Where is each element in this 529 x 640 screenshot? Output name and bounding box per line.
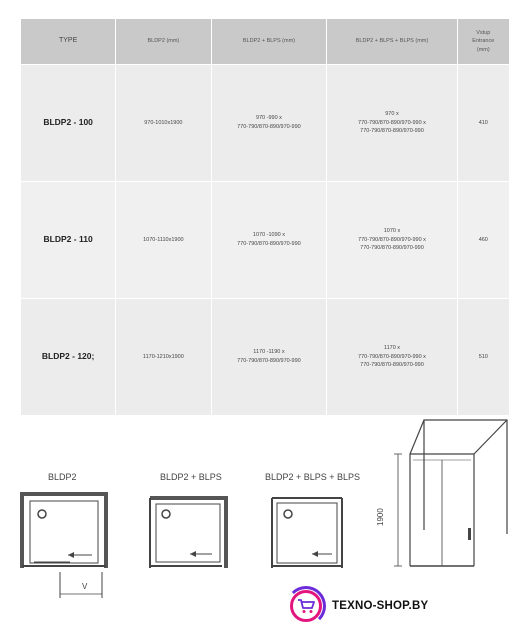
header-entrance-line3: (mm): [476, 46, 490, 53]
size-line: 970 x: [385, 110, 399, 117]
row-type-name: BLDP2 - 120;: [21, 299, 116, 416]
dimension-v-label: V: [82, 582, 88, 591]
logo-badge: [290, 590, 322, 622]
logo-text: TEXNO-SHOP.BY: [332, 600, 429, 612]
dimension-height-label: 1900: [376, 508, 385, 526]
table-row: [21, 65, 510, 182]
size-line: 1070 x: [383, 227, 401, 234]
row-bldp2-blps-size: [211, 65, 327, 182]
size-line: 970 -990 x: [255, 115, 282, 122]
size-line: 770-790/870-890/970-990 x: [358, 119, 426, 126]
caption-bldp2: BLDP2: [48, 472, 77, 482]
table-row: [21, 182, 510, 299]
header-bldp2: BLDP2 (mm): [116, 19, 211, 65]
row-entrance: 510: [457, 299, 509, 416]
caption-bldp2-blps-blps: BLDP2 + BLPS + BLPS: [265, 472, 361, 482]
header-entrance-line1: Vstup: [476, 30, 491, 37]
row-entrance: 460: [457, 182, 509, 299]
row-type-name: BLDP2 - 100: [21, 65, 116, 182]
size-line: 1170 x: [383, 344, 401, 351]
size-line: 1070 -1090 x: [252, 232, 285, 239]
row-bldp2-blps-size: [211, 299, 327, 416]
row-bldp2-blps-size: [211, 182, 327, 299]
size-line: 770-790/870-890/970-990: [360, 362, 424, 369]
size-line: 770-790/870-890/970-990 x: [358, 236, 426, 243]
size-line: 770-790/870-890/970-990: [237, 358, 301, 364]
size-line: 1170 -1190 x: [253, 349, 285, 356]
table-row: [21, 299, 510, 416]
row-bldp2-size: 1170-1210x1900: [116, 299, 211, 416]
header-type: TYPE: [21, 19, 116, 65]
size-line: 770-790/870-890/970-990: [237, 241, 301, 247]
spec-table: [20, 18, 510, 416]
plan-bldp2-blps-blps: [272, 498, 342, 568]
header-bldp2-blps: BLDP2 + BLPS (mm): [211, 19, 327, 65]
row-bldp2-size: 970-1010x1900: [116, 65, 211, 182]
store-logo[interactable]: [290, 588, 428, 624]
plan-bldp2: [22, 494, 106, 598]
size-line: 770-790/870-890/970-990: [360, 128, 424, 135]
caption-bldp2-blps: BLDP2 + BLPS: [160, 472, 222, 482]
size-line: 770-790/870-890/970-990: [360, 245, 424, 252]
drain-icon: [162, 510, 170, 518]
table-header-row: [21, 19, 510, 65]
size-line: 770-790/870-890/970-990 x: [358, 353, 426, 360]
row-bldp2-blps-blps-size: [327, 65, 457, 182]
shopping-cart-icon: [297, 598, 315, 614]
row-entrance: 410: [457, 65, 509, 182]
shower-plan-drawings: [0, 415, 529, 615]
header-entrance-line2: Entrance: [472, 38, 495, 45]
row-bldp2-blps-blps-size: [327, 299, 457, 416]
elevation-3d: [394, 420, 507, 566]
plan-bldp2-blps: [150, 498, 226, 568]
row-bldp2-blps-blps-size: [327, 182, 457, 299]
header-bldp2-blps-blps: BLDP2 + BLPS + BLPS (mm): [327, 19, 457, 65]
row-bldp2-size: 1070-1110x1900: [116, 182, 211, 299]
row-type-name: BLDP2 - 110: [21, 182, 116, 299]
size-line: 770-790/870-890/970-990: [237, 124, 301, 130]
header-entrance: [457, 19, 509, 65]
drain-icon: [38, 510, 46, 518]
drain-icon: [284, 510, 292, 518]
